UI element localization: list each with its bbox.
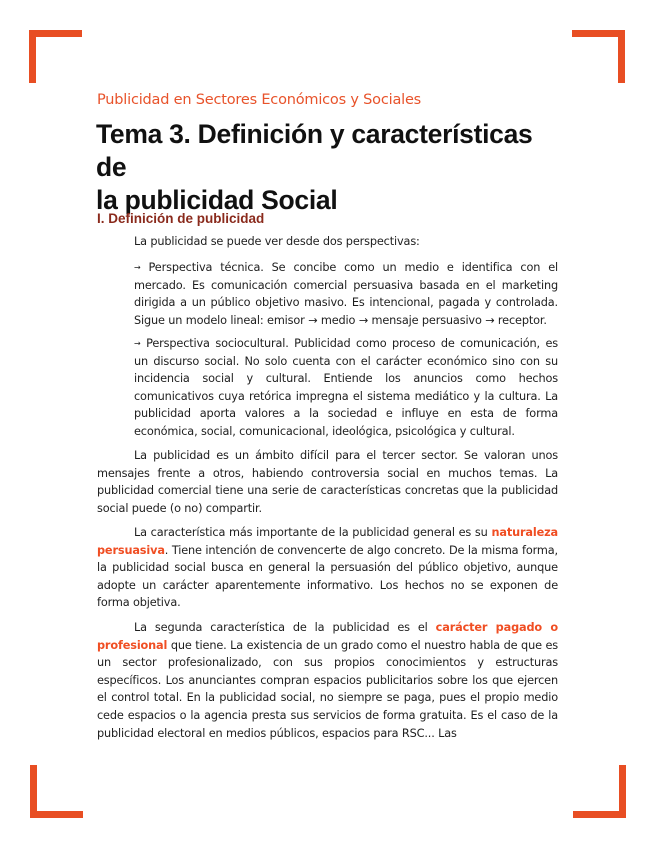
highlight-term: naturaleza persuasiva xyxy=(97,526,558,557)
corner-bracket-bottom-right xyxy=(573,765,626,818)
paragraph-tercer-sector: La publicidad es un ámbito difícil para el tercer sector. Se valoran unos mensajes frente a otros, habiendo controversia social en muchos temas. La publicidad comercial tiene una serie de características concretas que la publicidad social puede (o no) compartir. xyxy=(97,449,558,515)
paragraph-text: La segunda característica de la publicidad es el xyxy=(134,621,436,634)
section-intro: La publicidad se puede ver desde dos perspectivas: xyxy=(134,235,420,248)
section-heading: I. Definición de publicidad xyxy=(97,211,265,226)
page-title-line-1: Tema 3. Definición y características de xyxy=(96,119,533,182)
bullet-text: Perspectiva sociocultural. Publicidad como proceso de comunicación, es un discurso social. No solo cuenta con el carácter económico sino con su incidencia social y cultural. Entiende los anuncios como hechos comunicativos cuya retórica impregna el sistema mediático y la cultura. La publicidad aporta valores a la sociedad e influye en esta de forma económica, social, comunicacional, ideológica, psicológica y cultural. xyxy=(134,337,558,438)
arrow-icon: → xyxy=(134,339,141,348)
paragraph-text: La característica más importante de la publicidad general es su xyxy=(134,526,492,539)
corner-bracket-top-right xyxy=(572,30,625,83)
highlight-term: carácter pagado o profesional xyxy=(97,621,558,652)
corner-bracket-bottom-left xyxy=(30,765,83,818)
bullet-perspectiva-sociocultural xyxy=(134,335,558,441)
page-title-line-2: la publicidad Social xyxy=(96,185,338,215)
bullet-text: Perspectiva técnica. Se concibe como un medio e identifica con el mercado. Es comunicación comercial persuasiva basada en el marketing dirigida a un público objetivo masivo. Es intencional, pagada y controlada. Sigue un modelo lineal: emisor → medio → mensaje persuasivo → receptor. xyxy=(134,261,558,327)
paragraph-naturaleza-persuasiva xyxy=(97,524,558,612)
paragraph-text: que tiene. La existencia de un grado como el nuestro habla de que es un sector profesionalizado, con sus propios conocimientos y estructuras específicos. Los anunciantes compran espacios publicitarios sobre los que ejercen el control total. En la publicidad social, no siempre se paga, pues el propio medio cede espacios o la agencia presta sus servicios de forma gratuita. Es el caso de la publicidad electoral en medios públicos, espacios para RSC... Las xyxy=(97,638,558,740)
course-subtitle: Publicidad en Sectores Económicos y Sociales xyxy=(97,92,422,108)
paragraph-text: . Tiene intención de convencerte de algo concreto. De la misma forma, la publicidad social busca en general la persuasión del público objetivo, aunque adopte un carácter aparentemente informativo. Los hechos no se exponen de forma objetiva. xyxy=(97,543,558,610)
page-title xyxy=(96,118,566,217)
paragraph-caracter-pagado xyxy=(97,619,558,742)
corner-bracket-top-left xyxy=(29,30,82,83)
bullet-perspectiva-tecnica xyxy=(134,259,558,329)
arrow-icon: → xyxy=(134,263,141,272)
